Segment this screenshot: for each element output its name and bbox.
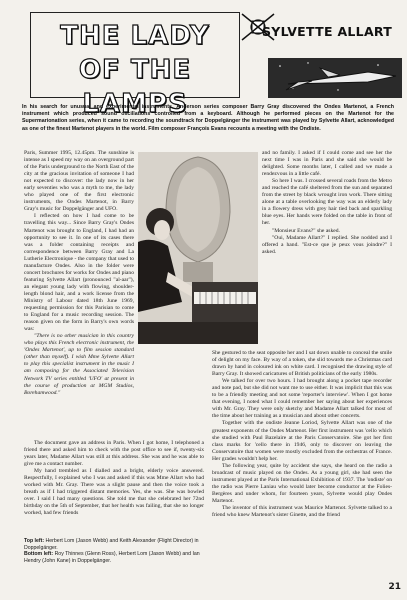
caption-top	[24, 538, 206, 551]
col-a2-para-2: My hand trembled as I dialled and a bright, elderly voice answered. Respectfully, I explained who I was and asked if this was Mme Allart who had worked with Mr. Gray. There was a slight pause and then the voice took a breath as if I had triggered distant memories. Yes, she was. She was bowled over. I said I had many questions. She told me that she celebrated her 72nd birthday on the 5th of September, that her health was failing, that she no longer worked, had few friends	[24, 468, 204, 517]
photo-captions	[24, 538, 206, 564]
column-left-bottom	[24, 440, 204, 518]
col-a2-para-1: The document gave an address in Paris. When I got home, I telephoned a friend there and asked him to check with the post office to see if, twenty-six years later, Madame Allart was still at this address. She was and he was able to give me a contact number.	[24, 440, 204, 468]
col-b-para-2: So here I was. I crossed several roads from the Metro and reached the café sheltered from the sun and separated from the street by black wrought iron work. There sitting alone at a table overlooking the way was an elderly lady in a flowery dress with grey hair tied back and sparkling blue eyes. Her hands were folded on the table in front of her.	[262, 178, 392, 227]
intro-paragraph: In his search for unusual and experimental instruments, Anderson series composer Barry Gray discovered the Ondes Martenot, a French instrument which produced sound oscillations controlled from a keyboard. Although he performed pieces on the Martenot for the Supermarionation series, when it came to recording the soundtrack for Doppelgänger the instrument was played by Sylvette Allart, acknowledged as one of the finest Martenot players in the world. Film composer François Evans recounts a meeting with the Ondiste.	[22, 104, 394, 132]
col-a-para-1: Paris, Summer 1995, 12.45pm. The sunshine is intense as I speed my way on an overground part of the Paris underground to the North East of the city at the gracious invitation of someone I had not expected to discover: the lady now in her early seventies who was a myth to me, the lady who played one of the first electronic instruments, the Ondes Martenot, in Barry Gray's music for Doppelgänger and UFO.	[24, 150, 134, 213]
column-left	[24, 150, 134, 397]
col-a-para-2: I reflected on how I had come to be travelling this way... Since Barry Gray's Ondes Martenot was brought to England, I had had an opportunity to see it. In one of its cases there was a folder containing receipts and correspondence between Barry Gray and La Lutherie Electronique - the company that used to manufacture Ondes. Also in the folder were concert brochures for works for Ondes and piano featuring Sylvette Allart (pronounced "al-aar"), an elegant young lady with flowing, shoulder-length blond hair, and a work license from the Ministry of Labour dated 18th June 1969, requesting permission for this Parisian to come to England for a music recording session. The reason given on the form in Barry's own words was:	[24, 213, 134, 333]
col-c-para-1: She gestured to the seat opposite her and I sat down unable to conceal the smile of delight on my face. By way of a token, she slid towards me a Christmas card drawn by hand in coloured ink on white card. I recognised the drawing style of Barry Gray. It showed caricatures of British politicians of the early 1980s.	[212, 350, 392, 378]
author-name: SYLVETTE ALLART	[262, 24, 393, 39]
col-c-para-2: We talked for over two hours. I had brought along a pocket tape recorder and note pad, but she did not want me to use either. It was implicit that this was to be a friendly meeting and not some 'reporter's interview'. When I got home that evening, I noted what I could remember her saying about her experiences with Mr. Gray. They were only sketchy and Madame Allart talked for most of the time about her training as a musician and about other concerts.	[212, 378, 392, 420]
photo-illustration	[138, 152, 258, 344]
col-b-para-1: and no family. I asked if I could come and see her the next time I was in Paris and she said she would be delighted. Some months later, I called and we made a rendezvous in a little café.	[262, 150, 392, 178]
column-right-bottom	[212, 350, 392, 519]
column-right-top	[262, 150, 392, 256]
col-c-para-5: The inventor of this instrument was Maurice Martenot. Sylvette talked to a friend who knew Martenot's sister Ginette, and the friend	[212, 505, 392, 519]
title-line-1: THE LADY	[60, 21, 210, 51]
caption-top-label: Top left:	[24, 538, 45, 544]
caption-bottom-text: Roy Thinnes (Glenn Ross), Herbert Lom (Jason Webb) and Ian Hendry (John Kane) in Doppelgänger.	[24, 551, 200, 564]
title-block	[30, 12, 240, 119]
col-c-para-3: Together with the ondiste Jeanne Loriod, Sylvette Allart was one of the greatest exponents of the Ondes Martenot. Her first instrument was 'cello which she studied with Paul Bazelaire at the Paris Conservatoire. She got her first class marks for 'cello there in 1946, only to discover on leaving the Conservatoire that women were mostly excluded from the orchestras of France. Her grades wouldn't help her.	[212, 420, 392, 462]
caption-bottom	[24, 551, 206, 564]
col-c-para-4: The following year, quite by accident she says, she heard on the radio a broadcast of music played on the Ondes. As a young girl, she had seen the instrument played at the Paris International Exhibition of 1937. The 'ondiste' on the radio was Pierre Laniau who would later become conductor at the Folies-Bergères and under whom, for fourteen years, Sylvette would play Ondes Martenot.	[212, 462, 392, 504]
caption-top-text: Herbert Lom (Jason Webb) and Keith Alexander (Flight Director) in Doppelgänger.	[24, 538, 199, 551]
rocket-illustration	[268, 58, 402, 98]
col-b-para-4: "Oui, Madame Allart?" I replied. She nodded and I offered a hand. "Est-ce que je peux vous joindre?" I asked.	[262, 234, 392, 255]
title-line-2: OF THE LAMPS	[78, 55, 192, 119]
photo-sylvette-allart	[138, 152, 258, 344]
caption-bottom-label: Bottom left:	[24, 551, 54, 558]
page-number: 21	[388, 582, 401, 592]
col-b-para-3: "Monsieur Evans?" she asked.	[272, 227, 340, 234]
col-a-quote: "There is no other musician in this country who plays this French electronic instrument, the 'Ondes Martenot', up to film session standard (other than myself). I wish Mme Sylvette Allart to play this specialist instrument in the music I am composing for the Associated Television Network TV series entitled 'UFO' at present in the course of production at MGM Studios, Borehamwood."	[24, 333, 134, 396]
